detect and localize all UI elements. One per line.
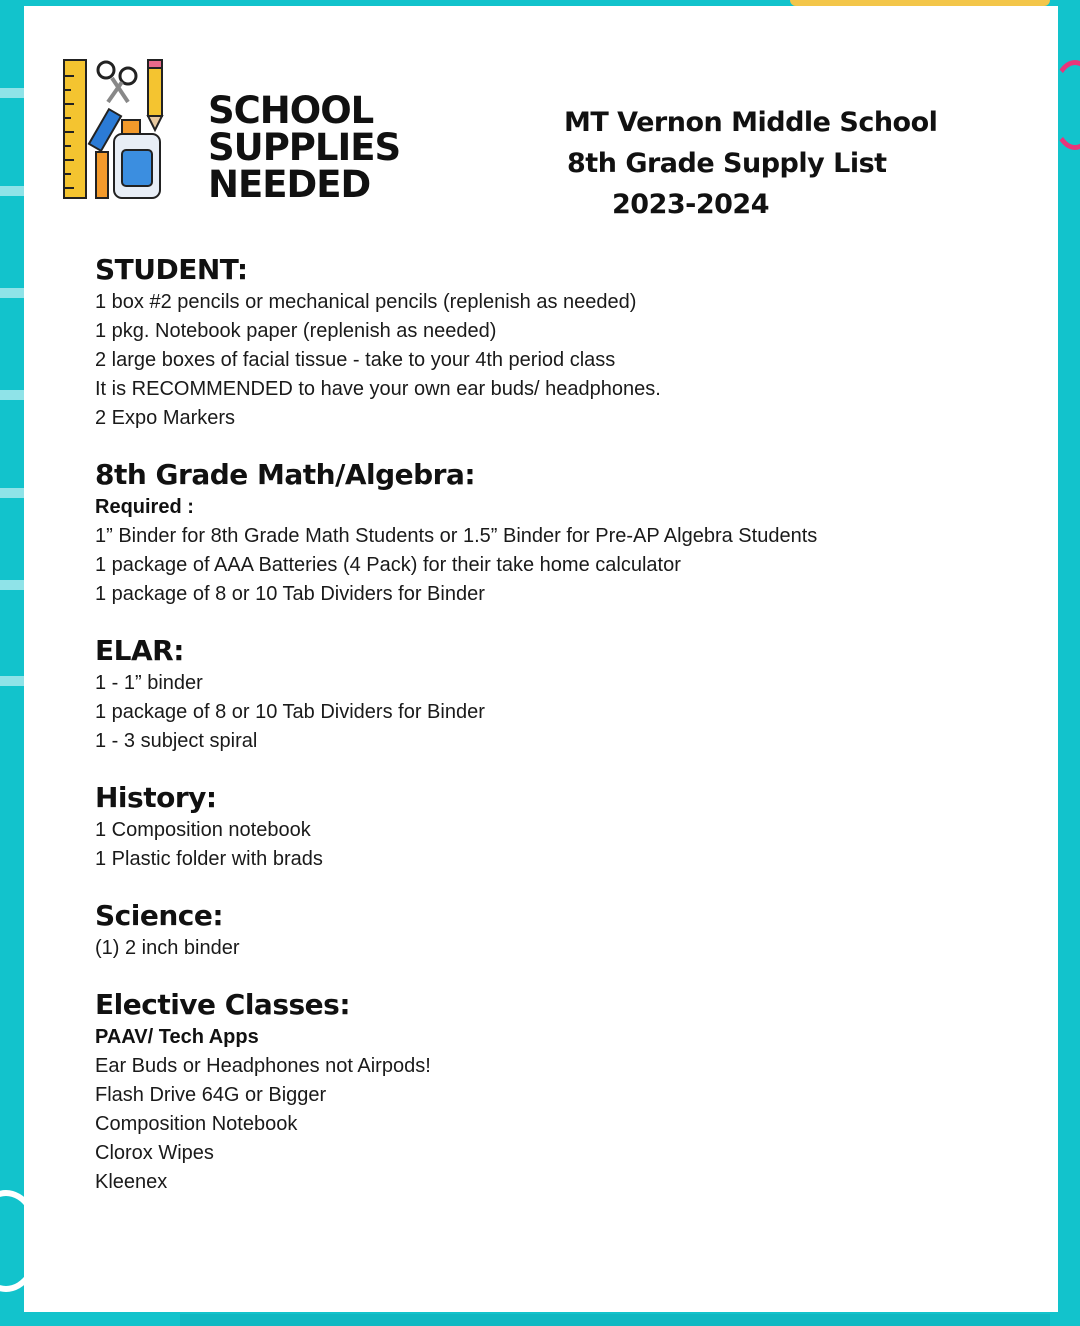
frame-stripe: [0, 488, 24, 498]
section-title: History:: [95, 781, 217, 814]
supply-sections: [95, 252, 995, 1221]
list-item: Kleenex: [95, 1171, 168, 1193]
school-year: 2023-2024: [612, 189, 769, 220]
list-item: 1 box #2 pencils or mechanical pencils (replenish as needed): [95, 291, 637, 313]
section-title: 8th Grade Math/Algebra:: [95, 458, 476, 491]
list-item: Composition Notebook: [95, 1113, 298, 1135]
section-student: [95, 252, 995, 433]
list-item: Clorox Wipes: [95, 1142, 214, 1164]
frame-stripe: [0, 288, 24, 298]
frame-bottom-bar: [180, 1314, 1050, 1326]
list-item: 1 - 3 subject spiral: [95, 730, 258, 752]
list-title: 8th Grade Supply List: [567, 148, 887, 179]
school-supplies-icon: [62, 56, 202, 206]
section-science: [95, 898, 995, 963]
section-elective: [95, 987, 995, 1197]
list-item: 1” Binder for 8th Grade Math Students or 1.5” Binder for Pre-AP Algebra Students: [95, 525, 818, 547]
list-item: 1 Plastic folder with brads: [95, 848, 323, 870]
school-name: MT Vernon Middle School: [564, 107, 938, 138]
list-item: Flash Drive 64G or Bigger: [95, 1084, 327, 1106]
list-item: Ear Buds or Headphones not Airpods!: [95, 1055, 431, 1077]
frame-stripe: [0, 676, 24, 686]
frame-stripe: [0, 186, 24, 196]
list-item: 1 package of AAA Batteries (4 Pack) for their take home calculator: [95, 554, 681, 576]
logo-line-3: NEEDED: [208, 163, 371, 206]
section-title: ELAR:: [95, 634, 184, 667]
section-title: Science:: [95, 899, 224, 932]
supply-list-sheet: [24, 6, 1058, 1312]
logo-text: [208, 89, 401, 206]
list-item: 2 Expo Markers: [95, 407, 236, 429]
frame-stripe: [0, 390, 24, 400]
list-item: (1) 2 inch binder: [95, 937, 240, 959]
frame-stripe: [0, 580, 24, 590]
section-elar: [95, 633, 995, 756]
list-item: 1 pkg. Notebook paper (replenish as needed): [95, 320, 497, 342]
school-supplies-logo: [62, 56, 401, 206]
section-math: [95, 457, 995, 609]
logo-line-2: SUPPLIES: [208, 126, 401, 169]
required-label: Required :: [95, 496, 194, 518]
logo-line-1: SCHOOL: [208, 89, 374, 132]
section-history: [95, 780, 995, 874]
list-item: 1 - 1” binder: [95, 672, 203, 694]
list-item: 1 package of 8 or 10 Tab Dividers for Binder: [95, 583, 485, 605]
section-title: STUDENT:: [95, 253, 248, 286]
document-heading: [564, 102, 937, 225]
section-title: Elective Classes:: [95, 988, 351, 1021]
list-item: It is RECOMMENDED to have your own ear buds/ headphones.: [95, 378, 661, 400]
list-item: 2 large boxes of facial tissue - take to your 4th period class: [95, 349, 616, 371]
list-item: 1 Composition notebook: [95, 819, 311, 841]
frame-stripe: [0, 88, 24, 98]
list-item: 1 package of 8 or 10 Tab Dividers for Binder: [95, 701, 485, 723]
elective-sub-label: PAAV/ Tech Apps: [95, 1026, 259, 1048]
